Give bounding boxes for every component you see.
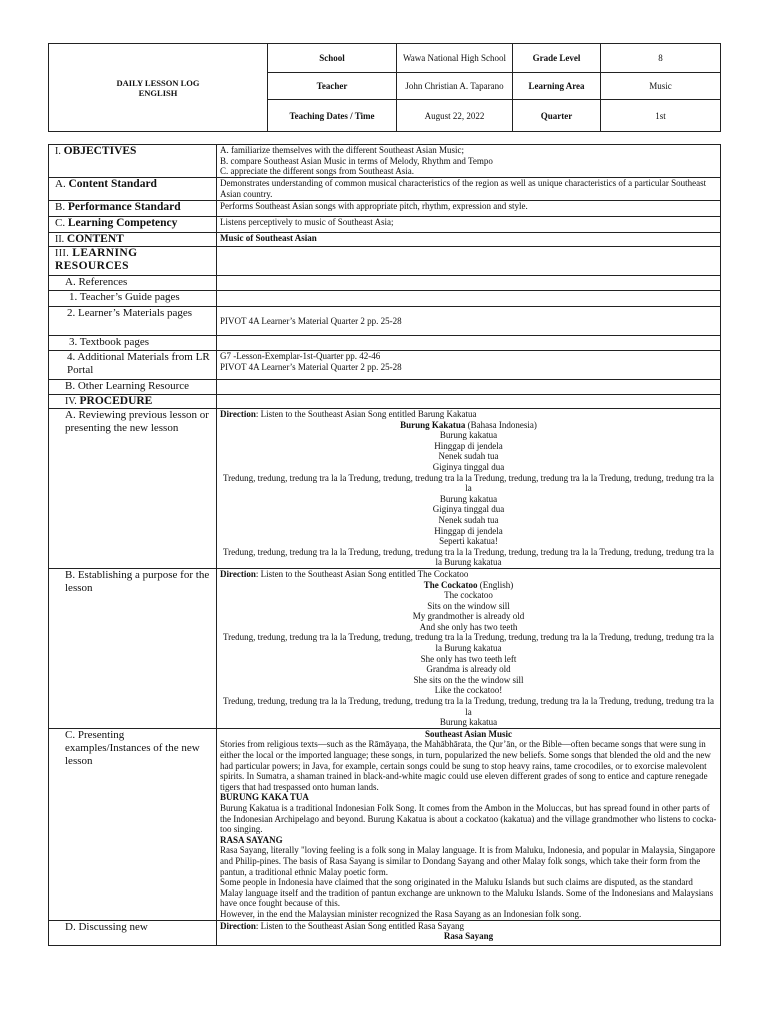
lyric-line: My grandmother is already old [412,611,525,622]
content-label-cell [49,233,217,247]
objective-item: C. appreciate the different songs from Southeast Asia. [220,166,415,177]
performance-standard-num: B. [55,201,66,213]
grade-level-label: Grade Level [513,44,601,73]
content-standard-value: Demonstrates understanding of common musical characteristics of the region as well as unique characteristics of a particular Southeast Asian country. [217,178,721,201]
procedure-a-row [49,409,721,569]
lyric-line: Tredung, tredung, tredung tra la la Tredung, tredung, tredung tra la la Tredung, tredung, tredung tra la la Tredung, tredung, tredung tra la la Burung kakatua [222,632,715,654]
song-title: The Cockatoo [423,579,478,590]
teaching-dates-value: August 22, 2022 [397,100,513,132]
lyric-line: Tredung, tredung, tredung tra la la Tredung, tredung, tredung tra la la Tredung, tredung, tredung tra la la Tredung, tredung, tredung tra la la [222,696,715,717]
lyric-line: Burung kakatua [439,430,498,441]
lyric-line: Sits on the window sill [427,600,510,611]
procedure-value [217,395,721,409]
procedure-row [49,395,721,409]
lyric-line: Tredung, tredung, tredung tra la la Tredung, tredung, tredung tra la la Tredung, tredung, tredung tra la la Tredung, tredung, tredung tra la la Burung kakatua [222,546,715,568]
teachers-guide-row [49,291,721,307]
learning-resources-value [217,247,721,276]
teachers-guide-value [217,291,721,307]
learners-materials-value: PIVOT 4A Learner’s Material Quarter 2 pp. 25-28 [217,307,721,336]
teacher-value: John Christian A. Taparano [397,73,513,100]
learning-competency-value: Listens perceptively to music of Southeast Asia; [217,217,721,233]
direction-label: Direction [220,920,256,931]
learning-competency-row [49,217,721,233]
section-heading-text: Southeast Asian Music [424,728,513,739]
school-value: Wawa National High School [397,44,513,73]
direction-label: Direction [220,409,256,419]
procedure-b-row [49,568,721,728]
content-num: II. [55,234,65,245]
learning-competency-num: C. [55,217,66,229]
procedure-label: PROCEDURE [79,395,153,407]
procedure-c-row [49,728,721,920]
objectives-label-cell [49,145,217,178]
subheading-text: BURUNG KAKA TUA [220,792,309,803]
procedure-label-cell [49,395,217,409]
lyric-line: She sits on the the window sill [413,674,524,685]
content-standard-row [49,178,721,201]
teachers-guide-label: 1. Teacher’s Guide pages [49,291,217,307]
lyric-line: Burung kakatua [439,493,498,504]
subheading [220,835,717,846]
learning-area-label: Learning Area [513,73,601,100]
song-title-line [220,420,717,431]
learning-competency-label-cell [49,217,217,233]
learning-resources-label-cell [49,247,217,276]
direction-line [220,921,717,932]
lyric-line: Hinggap di jendela [434,525,503,536]
lyric-line: Hinggap di jendela [434,440,503,451]
direction-text: : Listen to the Southeast Asian Song entitled Rasa Sayang [255,920,465,931]
content-standard-label: Content Standard [68,178,157,190]
textbook-row [49,336,721,351]
procedure-num: IV. [65,396,77,407]
references-value [217,276,721,291]
header-table [48,43,721,132]
lyric-line: Nenek sudah tua [438,451,499,462]
learning-area-value: Music [601,73,721,100]
grade-level-value: 8 [601,44,721,73]
lyric-line: Like the cockatoo! [434,685,503,696]
paragraph: Stories from religious texts—such as the Rāmāyaṇa, the Mahābhārata, the Qur’ān, or the Bible—often became songs that were sung in either the local or the imported language; these songs, in turn, popularized the new beliefs. Some songs that blended the old and the new had particular powers; in Java, for example, certain songs could be sung to stop heavy rains, tame crocodiles, or to exorcise malevolent spirits. In Sumatra, a shaman trained in black-and-white magic could use eleven different grades of song to entice and capture renegade tigers that had trespassed onto human lands. [220,739,711,792]
additional-materials-row [49,351,721,380]
objective-item: A. familiarize themselves with the different Southeast Asian Music; [220,145,465,155]
lyric-line: Burung kakatua [439,717,498,728]
additional-material-line: PIVOT 4A Learner’s Material Quarter 2 pp. 25-28 [220,361,402,372]
song-title-line [220,580,717,591]
additional-materials-value [217,351,721,380]
title-line-2: ENGLISH [138,87,178,98]
additional-materials-label: 4. Additional Materials from LR Portal [49,351,217,380]
song-language: (English) [477,579,514,590]
procedure-b-content [217,568,721,728]
paragraph: However, in the end the Malaysian minister recognized the Rasa Sayang as an Indonesian folk song. [220,908,582,919]
learners-materials-row [49,307,721,336]
title-line-1: DAILY LESSON LOG [116,77,200,88]
quarter-label: Quarter [513,100,601,132]
content-standard-num: A. [55,178,66,190]
objectives-row [49,145,721,178]
objectives-label: OBJECTIVES [63,145,137,157]
direction-line [220,569,717,580]
song-title: Rasa Sayang [443,931,494,942]
procedure-a-label: A. Reviewing previous lesson or presenting the new lesson [49,409,217,569]
lyric-line: She only has two teeth left [420,653,517,664]
textbook-label: 3. Textbook pages [49,336,217,351]
content-standard-label-cell [49,178,217,201]
lyric-line: Tredung, tredung, tredung tra la la Tredung, tredung, tredung tra la la Tredung, tredung, tredung tra la la Tredung, tredung, tredung tra la la [222,472,715,494]
objectives-num: I. [55,146,61,157]
lyric-line: Giginya tinggal dua [432,504,505,515]
lyric-line: Giginya tinggal dua [432,461,505,472]
learning-competency-label: Learning Competency [67,217,178,229]
teaching-dates-label: Teaching Dates / Time [268,100,397,132]
procedure-c-content [217,728,721,920]
other-resource-label: B. Other Learning Resource [49,380,217,395]
direction-text: : Listen to the Southeast Asian Song entitled The Cockatoo [255,568,469,579]
performance-standard-value: Performs Southeast Asian songs with appropriate pitch, rhythm, expression and style. [217,201,721,217]
learning-resources-label: LEARNING RESOURCES [55,247,138,272]
school-label: School [268,44,397,73]
textbook-value [217,336,721,351]
procedure-d-content [217,920,721,945]
learning-resources-num: III. [55,248,70,259]
subheading-text: RASA SAYANG [220,834,283,845]
song-title: Burung Kakatua [400,419,466,430]
performance-standard-label: Performance Standard [67,201,181,213]
procedure-b-label: B. Establishing a purpose for the lesson [49,568,217,728]
paragraph: Some people in Indonesia have claimed that the song originated in the Maluku Islands but such claims are disputed, as the standard Malay language itself and the tradition of pantun exchange are unknown to the Maluku Islands. Some of the Indonesians and Malaysians have once fought because of this. [220,877,714,909]
content-row [49,233,721,247]
content-value [217,233,721,247]
subheading [220,792,717,803]
song-title-line [220,931,717,942]
lyric-line: Nenek sudah tua [438,514,499,525]
learners-materials-label: 2. Learner’s Materials pages [49,307,217,336]
content-label: CONTENT [66,233,124,245]
additional-material-line: G7 -Lesson-Exemplar-1st-Quarter pp. 42-46 [220,351,381,361]
document-title [49,44,268,132]
quarter-value: 1st [601,100,721,132]
procedure-d-row [49,920,721,945]
performance-standard-label-cell [49,201,217,217]
lesson-log-table [48,144,721,946]
lyric-line: The cockatoo [444,590,493,601]
content-value-text: Music of Southeast Asian [220,233,317,243]
paragraph: Burung Kakatua is a traditional Indonesian Folk Song. It comes from the Ambon in the Moluccas, but has spread found in other parts of the Indonesian Archipelago and beyond. Burung Kakatua is about a cockatoo (kakatua) and the village grandmother who listens to cocka-too singing. [220,802,717,835]
procedure-a-content [217,409,721,569]
objective-item: B. compare Southeast Asian Music in terms of Melody, Rhythm and Tempo [220,155,493,166]
procedure-c-label: C. Presenting examples/Instances of the new lesson [49,728,217,920]
objectives-cell [217,145,721,178]
lyric-line: Grandma is already old [426,664,511,675]
direction-label: Direction [220,568,256,579]
teacher-label: Teacher [268,73,397,100]
procedure-d-label: D. Discussing new [49,920,217,945]
other-resource-row [49,380,721,395]
paragraph: Rasa Sayang, literally "loving feeling is a folk song in Malay language. It is from Maluku, Indonesia, and popular in Malaysia, Singapore and Philip-pines. The basis of Rasa Sayang is similar to Dondang Sayang and other Malay folk songs, which take their form from the pantun, a traditional ethnic Malay poetic form. [220,845,716,877]
song-language: (Bahasa Indonesia) [465,419,537,430]
learning-resources-row [49,247,721,276]
other-resource-value [217,380,721,395]
section-heading [220,729,717,740]
lyric-line: And she only has two teeth [419,621,518,632]
performance-standard-row [49,201,721,217]
references-row [49,276,721,291]
direction-text: : Listen to the Southeast Asian Song entitled Barung Kakatua [255,409,477,419]
direction-line [220,409,717,420]
references-label: A. References [49,276,217,291]
lyric-line: Seperti kakatua! [439,536,498,547]
